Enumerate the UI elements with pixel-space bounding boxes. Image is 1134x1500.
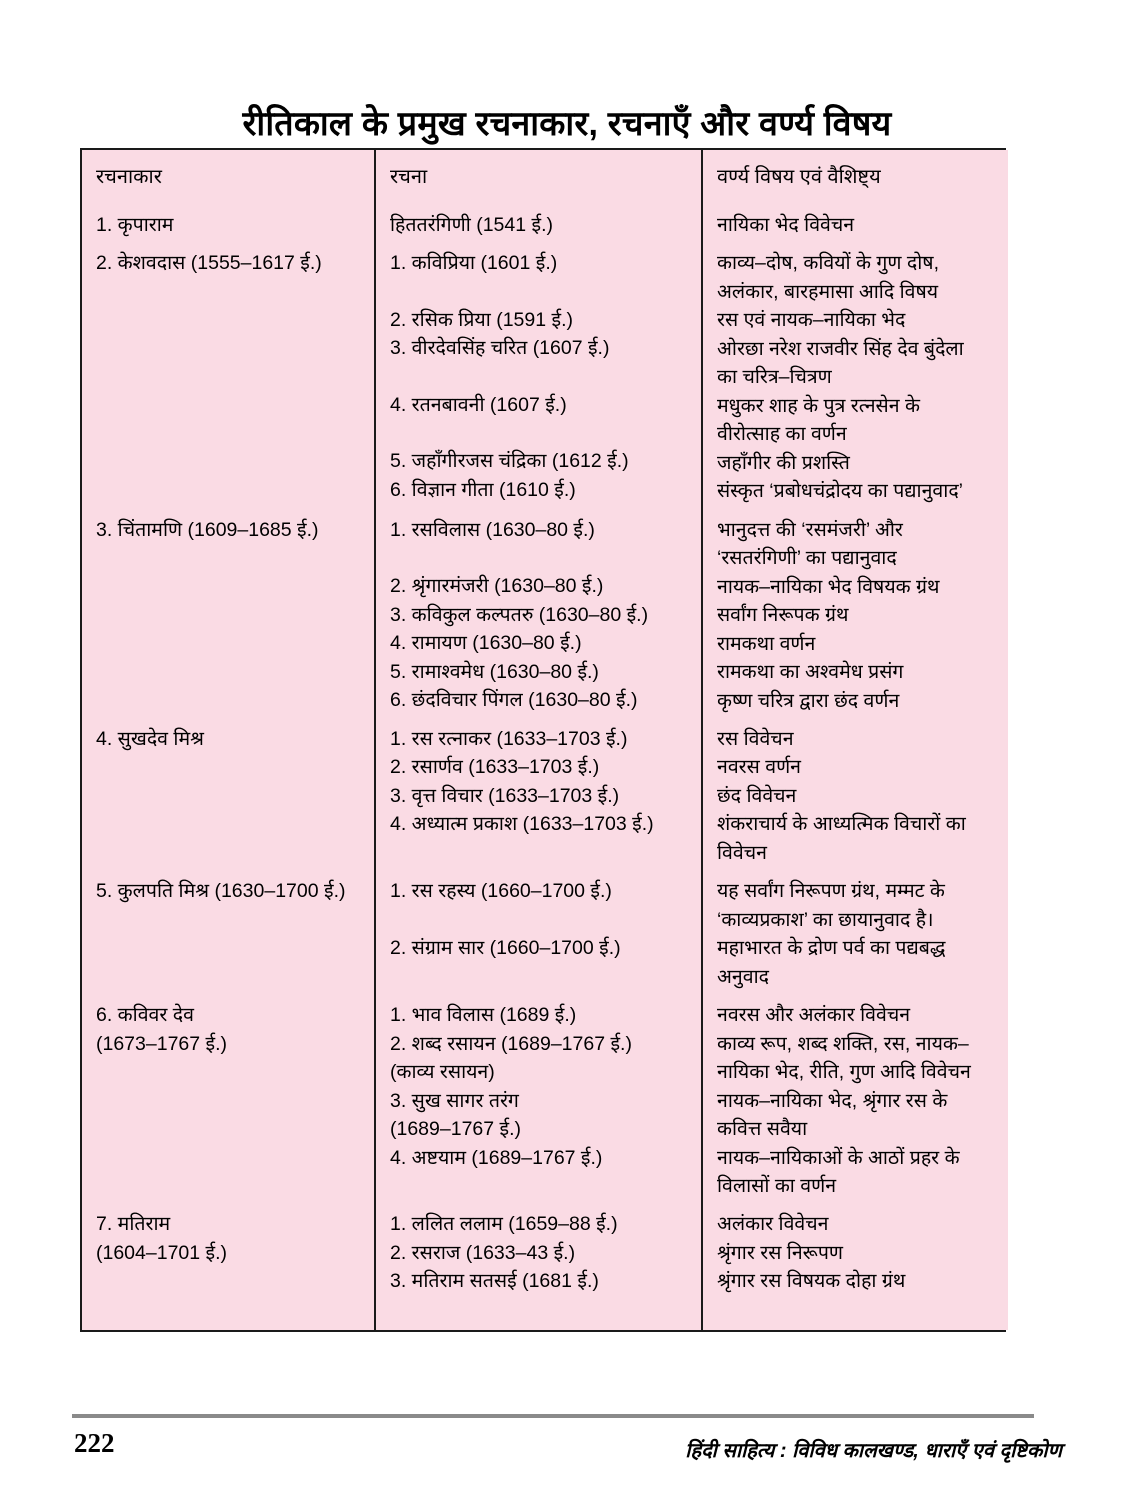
author-dates: (1604–1701 ई.)	[96, 1241, 228, 1264]
topic-item: श्रृंगार रस निरूपण	[717, 1241, 844, 1264]
column-header-rachnakar	[82, 150, 375, 206]
work-item: 1. रसविलास (1630–80 ई.)	[390, 518, 595, 541]
topic-item: महाभारत के द्रोण पर्व का पद्यबद्ध	[717, 937, 946, 960]
table-row	[82, 872, 1008, 996]
work-item: हिततरंगिणी (1541 ई.)	[390, 214, 553, 236]
work-cell	[375, 244, 702, 510]
topic-item: नायिका भेद, रीति, गुण आदि विवेचन	[717, 1061, 971, 1084]
work-item: 2. रसार्णव (1633–1703 ई.)	[390, 756, 600, 779]
column-header-varnya-vishay	[702, 150, 1008, 206]
topic-item: अलंकार, बारहमासा आदि विषय	[717, 280, 939, 303]
author-name: 6. कविवर देव	[96, 1004, 194, 1027]
author-name: 5. कुलपति मिश्र (1630–1700 ई.)	[96, 880, 346, 903]
line-spacer	[390, 278, 691, 306]
topic-item: कृष्ण चरित्र द्वारा छंद वर्णन	[717, 689, 900, 712]
work-item-alt: (काव्य रसायन)	[390, 1061, 495, 1084]
column-header-rachna	[375, 150, 702, 206]
work-cell	[375, 206, 702, 244]
author-name: 7. मतिराम	[96, 1213, 171, 1236]
topic-cell	[702, 996, 1008, 1205]
author-name: 4. सुखदेव मिश्र	[96, 727, 204, 750]
line-spacer	[390, 419, 691, 447]
table-row	[82, 996, 1008, 1205]
work-item: 1. भाव विलास (1689 ई.)	[390, 1004, 577, 1027]
topic-cell	[702, 244, 1008, 510]
table-header-row	[82, 150, 1008, 206]
page-title: रीतिकाल के प्रमुख रचनाकार, रचनाएँ और वर्ण्य विषय	[242, 104, 892, 143]
topic-item: काव्य–दोष, कवियों के गुण दोष,	[717, 252, 939, 275]
work-item: 1. रस रहस्य (1660–1700 ई.)	[390, 880, 612, 903]
work-item: 4. रतनबावनी (1607 ई.)	[390, 393, 567, 416]
topic-cell	[702, 206, 1008, 244]
footer-book-title: हिंदी साहित्य : विविध कालखण्ड, धाराएँ एवं दृष्टिकोण	[685, 1440, 1062, 1462]
work-item: 3. कविकुल कल्पतरु (1630–80 ई.)	[390, 603, 649, 626]
topic-item: ‘काव्यप्रकाश’ का छायानुवाद है।	[717, 908, 934, 931]
topic-item: का चरित्र–चित्रण	[717, 366, 832, 389]
topic-item: जहाँगीर की प्रशस्ति	[717, 451, 850, 474]
topic-item: संस्कृत ‘प्रबोधचंद्रोदय का पद्यानुवाद’	[717, 480, 964, 503]
ritikal-table	[82, 150, 1008, 1330]
line-spacer	[390, 363, 691, 391]
table-row	[82, 720, 1008, 872]
work-item: 3. मतिराम सतसई (1681 ई.)	[390, 1270, 599, 1293]
page-number: 222	[74, 1428, 115, 1458]
topic-item: मधुकर शाह के पुत्र रत्नसेन के	[717, 394, 920, 417]
work-item: 2. रसराज (1633–43 ई.)	[390, 1241, 576, 1264]
topic-item: नायक–नायिकाओं के आठों प्रहर के	[717, 1146, 960, 1169]
topic-item: नवरस और अलंकार विवेचन	[717, 1004, 911, 1027]
line-spacer	[390, 544, 691, 572]
topic-item: विवेचन	[717, 841, 767, 864]
work-item: 6. विज्ञान गीता (1610 ई.)	[390, 478, 576, 501]
work-item: 2. संग्राम सार (1660–1700 ई.)	[390, 936, 621, 959]
topic-cell	[702, 1205, 1008, 1329]
work-item: 2. शब्द रसायन (1689–1767 ई.)	[390, 1032, 632, 1055]
topic-item: अनुवाद	[717, 965, 769, 988]
header-label-author: रचनाकार	[96, 166, 162, 188]
table-row	[82, 1205, 1008, 1329]
topic-item: अलंकार विवेचन	[717, 1213, 829, 1236]
work-item: 2. श्रृंगारमंजरी (1630–80 ई.)	[390, 575, 604, 598]
work-item: 3. वीरदेवसिंह चरित (1607 ई.)	[390, 337, 610, 360]
table-header	[82, 150, 1008, 206]
topic-item: छंद विवेचन	[717, 784, 797, 807]
work-item: 3. वृत्त विचार (1633–1703 ई.)	[390, 784, 620, 807]
work-cell	[375, 511, 702, 720]
topic-item: विलासों का वर्णन	[717, 1175, 837, 1197]
topic-cell	[702, 720, 1008, 872]
author-cell	[82, 511, 375, 720]
topic-item: यह सर्वांग निरूपण ग्रंथ, मम्मट के	[717, 880, 945, 903]
topic-item: नायक–नायिका भेद विषयक ग्रंथ	[717, 575, 940, 598]
topic-item: काव्य रूप, शब्द शक्ति, रस, नायक–	[717, 1032, 969, 1055]
topic-item: नवरस वर्णन	[717, 756, 802, 779]
author-name: 1. कृपाराम	[96, 214, 174, 236]
author-dates: (1673–1767 ई.)	[96, 1032, 228, 1055]
work-item: 3. सुख सागर तरंग	[390, 1089, 519, 1112]
topic-item: वीरोत्साह का वर्णन	[717, 423, 847, 446]
author-cell	[82, 206, 375, 244]
topic-item: ओरछा नरेश राजवीर सिंह देव बुंदेला	[717, 337, 964, 360]
work-item: 4. अध्यात्म प्रकाश (1633–1703 ई.)	[390, 813, 654, 836]
table-row	[82, 511, 1008, 720]
author-name: 2. केशवदास (1555–1617 ई.)	[96, 252, 322, 275]
topic-item: नायक–नायिका भेद, श्रृंगार रस के	[717, 1089, 948, 1112]
work-item: 4. अष्टयाम (1689–1767 ई.)	[390, 1146, 603, 1169]
work-cell	[375, 1205, 702, 1329]
topic-item: श्रृंगार रस विषयक दोहा ग्रंथ	[717, 1270, 906, 1293]
author-cell	[82, 872, 375, 996]
topic-item: शंकराचार्य के आध्यत्मिक विचारों का	[717, 813, 966, 836]
table-row	[82, 206, 1008, 244]
topic-item: रामकथा का अश्वमेध प्रसंग	[717, 661, 904, 684]
ritikal-table-container	[80, 148, 1006, 1332]
topic-cell	[702, 872, 1008, 996]
work-item-dates: (1689–1767 ई.)	[390, 1118, 522, 1141]
topic-item: कवित्त सवैया	[717, 1118, 808, 1141]
work-item: 5. जहाँगीरजस चंद्रिका (1612 ई.)	[390, 450, 629, 473]
work-item: 2. रसिक प्रिया (1591 ई.)	[390, 308, 573, 331]
author-cell	[82, 244, 375, 510]
work-item: 1. कविप्रिया (1601 ई.)	[390, 252, 558, 275]
topic-item: ‘रसतरंगिणी’ का पद्यानुवाद	[717, 547, 897, 570]
topic-item: रस विवेचन	[717, 727, 794, 750]
work-cell	[375, 996, 702, 1205]
topic-item: रस एवं नायक–नायिका भेद	[717, 309, 906, 332]
header-label-work: रचना	[390, 166, 428, 188]
work-item: 1. ललित ललाम (1659–88 ई.)	[390, 1213, 618, 1236]
header-label-topic: वर्ण्य विषय एवं वैशिष्ट्य	[717, 166, 881, 188]
topic-cell	[702, 511, 1008, 720]
work-item: 6. छंदविचार पिंगल (1630–80 ई.)	[390, 689, 638, 712]
work-item: 1. रस रत्नाकर (1633–1703 ई.)	[390, 727, 628, 750]
author-cell	[82, 1205, 375, 1329]
author-name: 3. चिंतामणि (1609–1685 ई.)	[96, 518, 319, 541]
author-cell	[82, 996, 375, 1205]
work-cell	[375, 720, 702, 872]
footer-divider	[72, 1414, 1034, 1418]
line-spacer	[390, 906, 691, 934]
topic-item: सर्वांग निरूपक ग्रंथ	[717, 604, 849, 627]
table-row	[82, 244, 1008, 510]
topic-item: रामकथा वर्णन	[717, 632, 816, 655]
work-item: 4. रामायण (1630–80 ई.)	[390, 632, 582, 655]
work-cell	[375, 872, 702, 996]
author-cell	[82, 720, 375, 872]
work-item: 5. रामाश्वमेध (1630–80 ई.)	[390, 660, 599, 683]
topic-item: भानुदत्त की ‘रसमंजरी’ और	[717, 518, 903, 541]
topic-item: नायिका भेद विवेचन	[717, 214, 855, 236]
table-body	[82, 206, 1008, 1330]
